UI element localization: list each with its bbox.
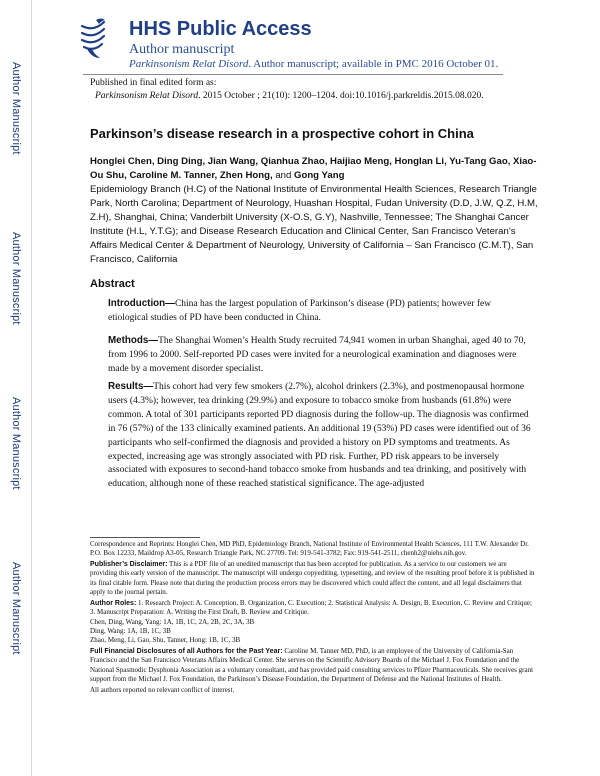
author-list — [90, 155, 540, 183]
financial-label: Full Financial Disclosures of all Authors for the Past Year: — [90, 648, 283, 656]
abstract-heading: Abstract — [90, 278, 135, 290]
roles-text: 1. Research Project: A. Conception, B. Organization, C. Execution; 2. Statistical Analysis: A. Design, B. Execution, C. Review and Critique; 3. Manuscript Preparation: A. Writing the First Draft, B. Review and Critique. — [90, 598, 532, 617]
header-rule — [83, 74, 503, 75]
footnotes — [90, 540, 535, 697]
results-text: This cohort had very few smokers (2.7%), alcohol drinkers (2.3%), and postmenopausal hormone users (4.3%); however, tea drinking (29.9%) and exposure to tobacco smoke from husbands (61.8%) were common. A total of 301 participants reported PD diagnosis during the follow-up. The diagnosis was confirmed in 76 (57%) of the 133 clinically examined patients. An additional 19 (53%) PD cases were identified out of 36 participants who self-confirmed the diagnosis and provided a history on PD symptoms and treatments. As expected, increasing age was strongly associated with PD risk. Further, PD risk appears to be inversely associated with exposures to second-hand tobacco smoke from husbands and tea drinking, and positively with education, although none of these reached statistical significance. The age-adjusted — [108, 382, 531, 490]
journal-availability — [129, 58, 498, 70]
citation — [95, 91, 484, 101]
authors-main: Honglei Chen, Ding Ding, Jian Wang, Qianhua Zhao, Haijiao Meng, Honglan Li, Yu-Tang Gao, Xiao-Ou Shu, Caroline M. Tanner, Zhen Hong, — [90, 156, 537, 181]
roles-line: Chen, Ding, Wang, Yang: 1A, 1B, 1C, 2A, 2B, 2C, 3A, 3B — [90, 617, 255, 626]
article-title: Parkinson’s disease research in a prospective cohort in China — [90, 126, 474, 141]
citation-journal: Parkinsonism Relat Disord — [95, 91, 199, 101]
published-label: Published in final edited form as: — [90, 78, 217, 88]
abstract-results — [108, 380, 532, 492]
author-roles — [90, 599, 535, 618]
introduction-text: China has the largest population of Parkinson’s disease (PD) patients; however few etiological studies of PD have been conducted in China. — [108, 299, 492, 323]
roles-line: Zhao, Meng, Li, Gao, Shu, Tanner, Hong: 1B, 1C, 3B — [90, 636, 241, 645]
disclaimer-text: This is a PDF file of an unedited manuscript that has been accepted for publication. As a service to our customers we are providing this early version of the manuscript. The manuscript will undergo copyediting, typesetting, and review of the resulting proof before it is published in its final citable form. Please note that during the production process errors may be discovered which could affect the content, and all legal disclaimers that apply to the journal pertain. — [90, 560, 535, 597]
footnote-rule — [90, 537, 200, 538]
financial-disclosure — [90, 647, 535, 684]
methods-label: Methods— — [108, 335, 159, 346]
publisher-disclaimer — [90, 560, 535, 597]
citation-details: . 2015 October ; 21(10): 1200–1204. doi:10.1016/j.parkreldis.2015.08.020. — [198, 91, 484, 101]
results-label: Results— — [108, 381, 154, 392]
side-label-author-manuscript: Author Manuscript — [10, 62, 22, 155]
side-label-author-manuscript: Author Manuscript — [10, 562, 22, 655]
conflict-note: All authors reported no relevant conflict of interest. — [90, 685, 235, 694]
authors-last: Gong Yang — [294, 170, 345, 181]
disclaimer-label: Publisher’s Disclaimer: — [90, 561, 168, 569]
roles-label: Author Roles: — [90, 599, 137, 607]
financial-text: Caroline M. Tanner MD, PhD, is an employee of the University of California-San Francisco and the San Francisco Veterans Affairs Medical Center. She serves on the Scientific Advisory Boards of the Michael J. Fox Foundation and the National Spasmodic Dysphonia Association as a voluntary consultant, and has provided paid consulting services to Pfizer Pharmaceuticals. She receives grant support from the Michael J. Fox Foundation, the Parkinson’s Disease Foundation, the Department of Defense and the National Institutes of Health. — [90, 647, 534, 683]
side-label-author-manuscript: Author Manuscript — [10, 232, 22, 325]
introduction-label: Introduction— — [108, 298, 175, 309]
correspondence-note: Correspondence and Reprints: Honglei Chen, MD PhD, Epidemiology Branch, National Institute of Environmental Health Sciences, 111 T.W. Alexander Dr. P.O. Box 12233, Maildrop A3-05, Research Triangle Park, NC 27709. Tel: 919-541-3782; Fax: 919-541-2511, chenh2@niehs.nih.gov. — [90, 540, 529, 558]
abstract-introduction — [108, 297, 532, 326]
affiliations: Epidemiology Branch (H.C) of the National Institute of Environmental Health Sciences, Research Triangle Park, North Carolina; Department of Neurology, Huashan Hospital, Fudan University (D.D, J.W, Q.Z, H.M, Z.H), Shanghai, China; Vanderbilt University (X-O.S, G.Y), Nashville, Tennessee; The Shanghai Cancer Institute (H.L, Y.T.G); and Disease Research Education and Clinical Center, San Francisco Veteran’s Affairs Medical Center & Department of Neurology, University of California – San Francisco (C.M.T), San Francisco, California — [90, 184, 538, 265]
authors-and: and — [272, 170, 294, 181]
availability-text: . Author manuscript; available in PMC 2016 October 01. — [248, 58, 499, 70]
hhs-public-access-title: HHS Public Access — [129, 18, 312, 40]
side-label-author-manuscript: Author Manuscript — [10, 397, 22, 490]
journal-name: Parkinsonism Relat Disord — [129, 58, 249, 70]
margin-divider — [31, 0, 32, 776]
methods-text: The Shanghai Women’s Health Study recruited 74,941 women in urban Shanghai, aged 40 to 70, from 1996 to 2000. Self-reported PD cases were invited for a neurological examination and diagnoses were made by a movement disorder specialist. — [108, 336, 526, 374]
roles-line: Ding, Wang: 1A, 1B, 1C, 3B — [90, 626, 171, 635]
abstract-methods — [108, 334, 532, 377]
author-manuscript-label: Author manuscript — [129, 42, 235, 57]
hhs-eagle-logo-icon — [78, 16, 108, 62]
